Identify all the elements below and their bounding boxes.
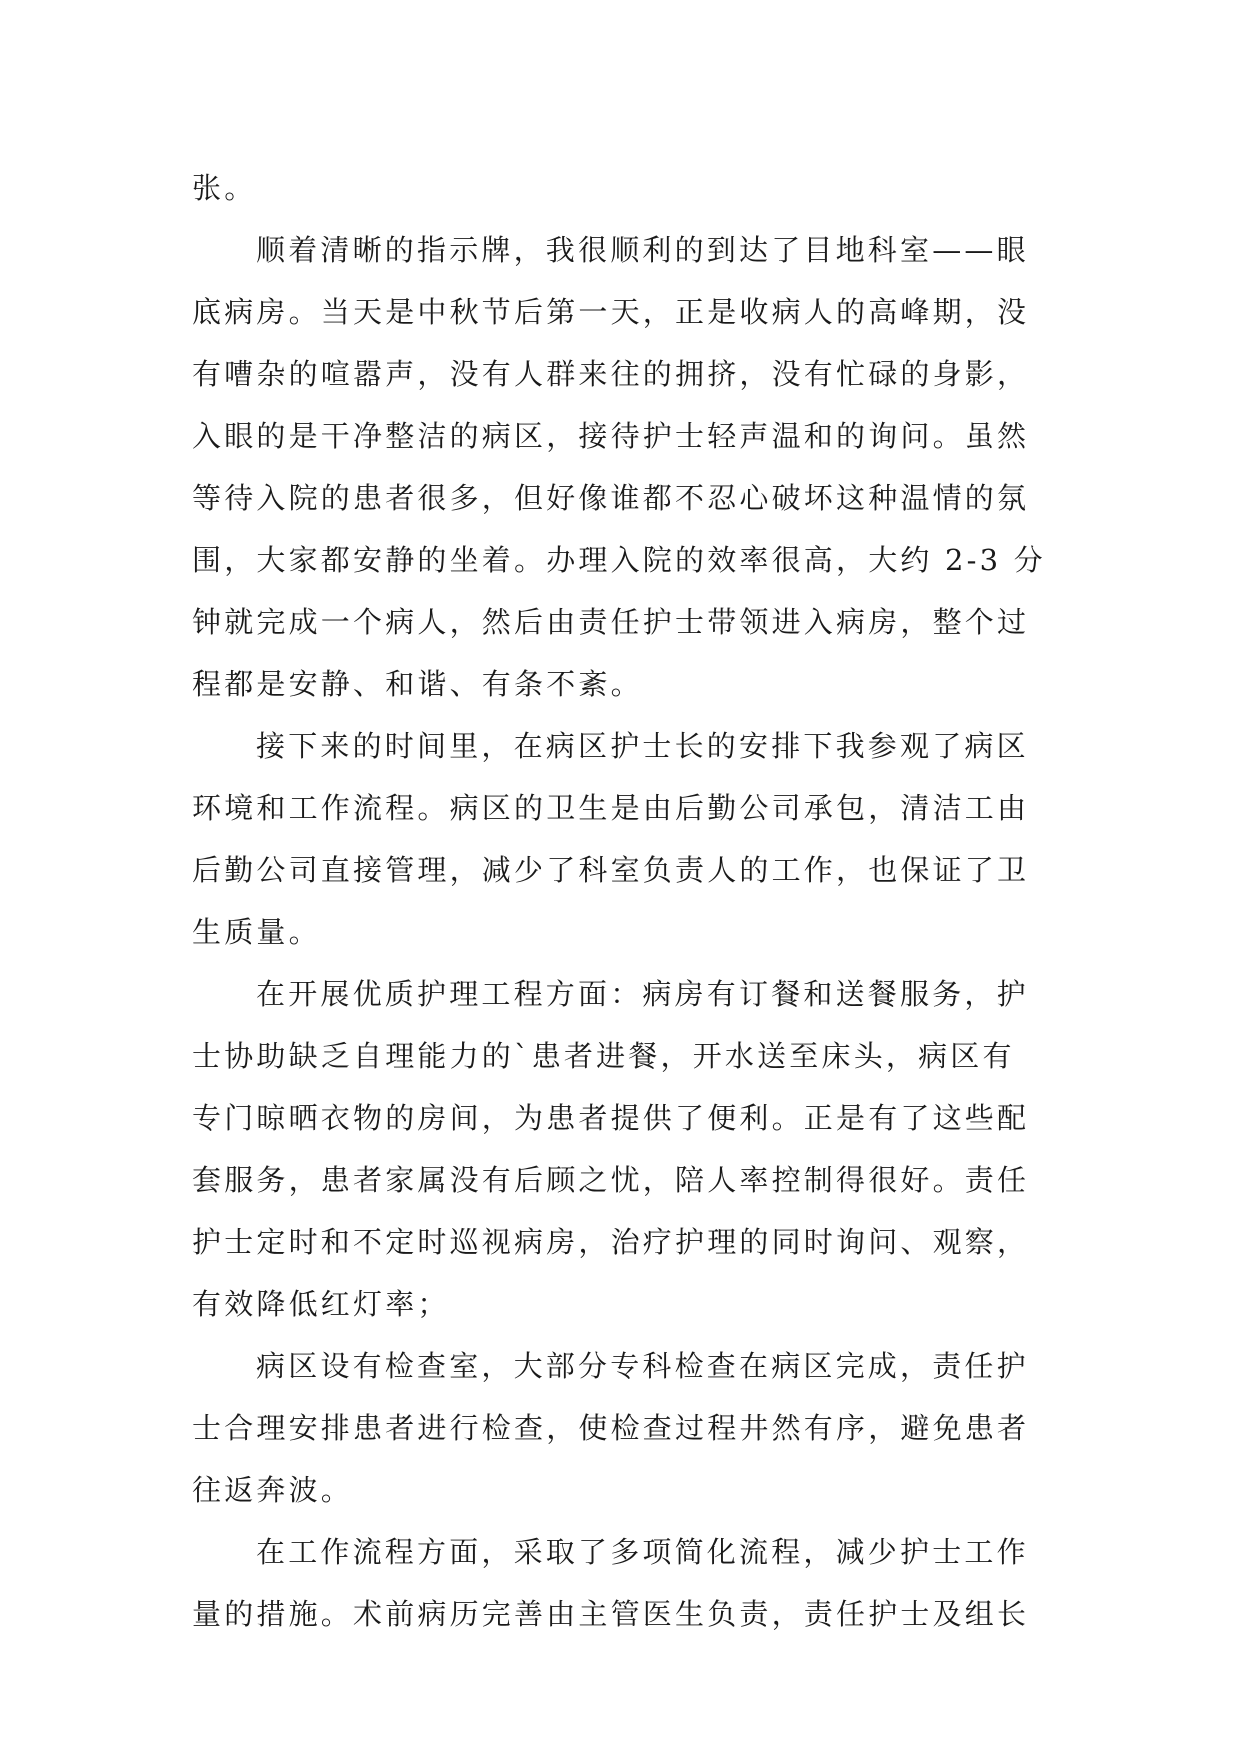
text-line: 护士定时和不定时巡视病房，治疗护理的同时询问、观察， bbox=[192, 1225, 1030, 1259]
text-line: 专门晾晒衣物的房间，为患者提供了便利。正是有了这些配 bbox=[192, 1101, 1030, 1135]
text-line: 入眼的是干净整洁的病区，接待护士轻声温和的询问。虽然 bbox=[192, 419, 1030, 453]
text-line: 顺着清晰的指示牌，我很顺利的到达了目地科室——眼 bbox=[256, 233, 1029, 267]
text-line: 士协助缺乏自理能力的`患者进餐，开水送至床头，病区有 bbox=[192, 1039, 1015, 1073]
text-line: 钟就完成一个病人，然后由责任护士带领进入病房，整个过 bbox=[192, 605, 1030, 639]
text-line: 有效降低红灯率； bbox=[192, 1287, 450, 1321]
document-body bbox=[192, 157, 1072, 1645]
text-line: 病区设有检查室，大部分专科检查在病区完成，责任护 bbox=[256, 1349, 1029, 1383]
text-line: 底病房。当天是中秋节后第一天，正是收病人的高峰期，没 bbox=[192, 295, 1030, 329]
text-line: 往返奔波。 bbox=[192, 1473, 354, 1507]
text-line: 有嘈杂的喧嚣声，没有人群来往的拥挤，没有忙碌的身影， bbox=[192, 357, 1030, 391]
text-line: 套服务，患者家属没有后顾之忧，陪人率控制得很好。责任 bbox=[192, 1163, 1030, 1197]
text-line: 生质量。 bbox=[192, 915, 321, 949]
text-line: 在工作流程方面，采取了多项简化流程，减少护士工作 bbox=[256, 1535, 1029, 1569]
text-line: 程都是安静、和谐、有条不紊。 bbox=[192, 667, 643, 701]
text-line: 等待入院的患者很多，但好像谁都不忍心破坏这种温情的氛 bbox=[192, 481, 1030, 515]
text-line: 在开展优质护理工程方面：病房有订餐和送餐服务，护 bbox=[256, 977, 1029, 1011]
text-line: 后勤公司直接管理，减少了科室负责人的工作，也保证了卫 bbox=[192, 853, 1030, 887]
text-line: 接下来的时间里，在病区护士长的安排下我参观了病区 bbox=[256, 729, 1029, 763]
text-line: 围，大家都安静的坐着。办理入院的效率很高，大约 2-3 分 bbox=[192, 543, 1046, 577]
text-line: 量的措施。术前病历完善由主管医生负责，责任护士及组长 bbox=[192, 1597, 1030, 1631]
text-line: 士合理安排患者进行检查，使检查过程井然有序，避免患者 bbox=[192, 1411, 1030, 1445]
text-line: 张。 bbox=[192, 171, 257, 205]
text-line: 环境和工作流程。病区的卫生是由后勤公司承包，清洁工由 bbox=[192, 791, 1030, 825]
